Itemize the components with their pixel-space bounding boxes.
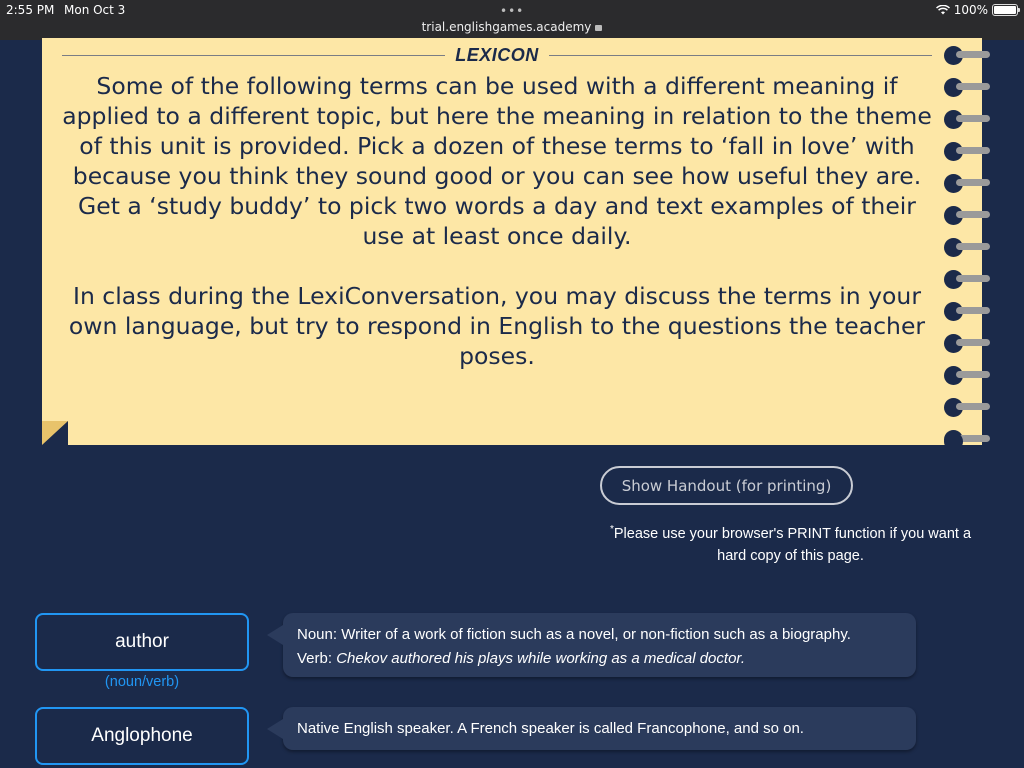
binding-ring: [944, 46, 988, 66]
print-note: [603, 519, 978, 567]
definition-example: Chekov authored his plays while working as a medical doctor.: [336, 650, 746, 667]
term-button-anglophone[interactable]: Anglophone: [35, 707, 249, 765]
definition-prefix: Verb:: [297, 650, 337, 667]
url-text: trial.englishgames.academy: [421, 20, 592, 34]
status-indicators: [936, 3, 1018, 17]
binding-ring: [944, 110, 988, 130]
status-date: Mon Oct 3: [64, 3, 126, 17]
binding-ring: [944, 398, 988, 418]
divider: [549, 55, 932, 56]
binding-ring: [944, 366, 988, 386]
binding-ring: [944, 206, 988, 226]
binding-ring: [944, 78, 988, 98]
lock-icon: [595, 25, 602, 31]
asterisk: *: [609, 524, 614, 535]
instructions-paragraph-1: Some of the following terms can be used with a different meaning if applied to a different topic, but here the meaning in relation to the theme of this unit is provided. Pick a dozen of these terms to ‘fall in love’ with because you think they sound good or you can see how useful they are. Get a ‘study buddy’ to pick two words a day and text examples of their use at least once daily.: [62, 72, 932, 250]
wifi-icon: [936, 5, 950, 15]
divider: [62, 55, 445, 56]
binding-ring: [944, 432, 988, 452]
binding-ring: [944, 142, 988, 162]
status-time: 2:55 PM: [6, 3, 55, 17]
lexicon-heading: [62, 45, 932, 65]
definition-bubble-anglophone: [283, 707, 916, 750]
lexicon-instructions: [56, 71, 938, 371]
address-bar[interactable]: [0, 20, 1024, 34]
binding-ring: [944, 238, 988, 258]
definition-verb: [297, 647, 902, 671]
binding-ring: [944, 302, 988, 322]
definition-bubble-author: [283, 613, 916, 677]
binding-ring: [944, 174, 988, 194]
lexicon-card: [42, 38, 982, 445]
binding-ring: [944, 334, 988, 354]
definition-text: Native English speaker. A French speaker is called Francophone, and so on.: [297, 720, 804, 737]
multitasking-dots-icon[interactable]: •••: [500, 4, 525, 18]
battery-icon: [992, 4, 1018, 16]
battery-percent: 100%: [953, 3, 988, 17]
definition-text: Noun: Writer of a work of fiction such as a novel, or non-fiction such as a biography.: [297, 626, 851, 643]
instructions-paragraph-2: In class during the LexiConversation, you may discuss the terms in your own language, but try to respond in English to the questions the teacher poses.: [68, 282, 926, 370]
term-button-author[interactable]: author: [35, 613, 249, 671]
term-part-of-speech: (noun/verb): [104, 674, 180, 690]
binding-ring: [944, 270, 988, 290]
lexicon-title: LEXICON: [455, 44, 539, 65]
status-bar: [0, 0, 1024, 40]
print-note-text: Please use your browser's PRINT function if you want a hard copy of this page.: [613, 525, 972, 564]
page-fold: [42, 421, 68, 445]
show-handout-button[interactable]: Show Handout (for printing): [600, 466, 853, 505]
